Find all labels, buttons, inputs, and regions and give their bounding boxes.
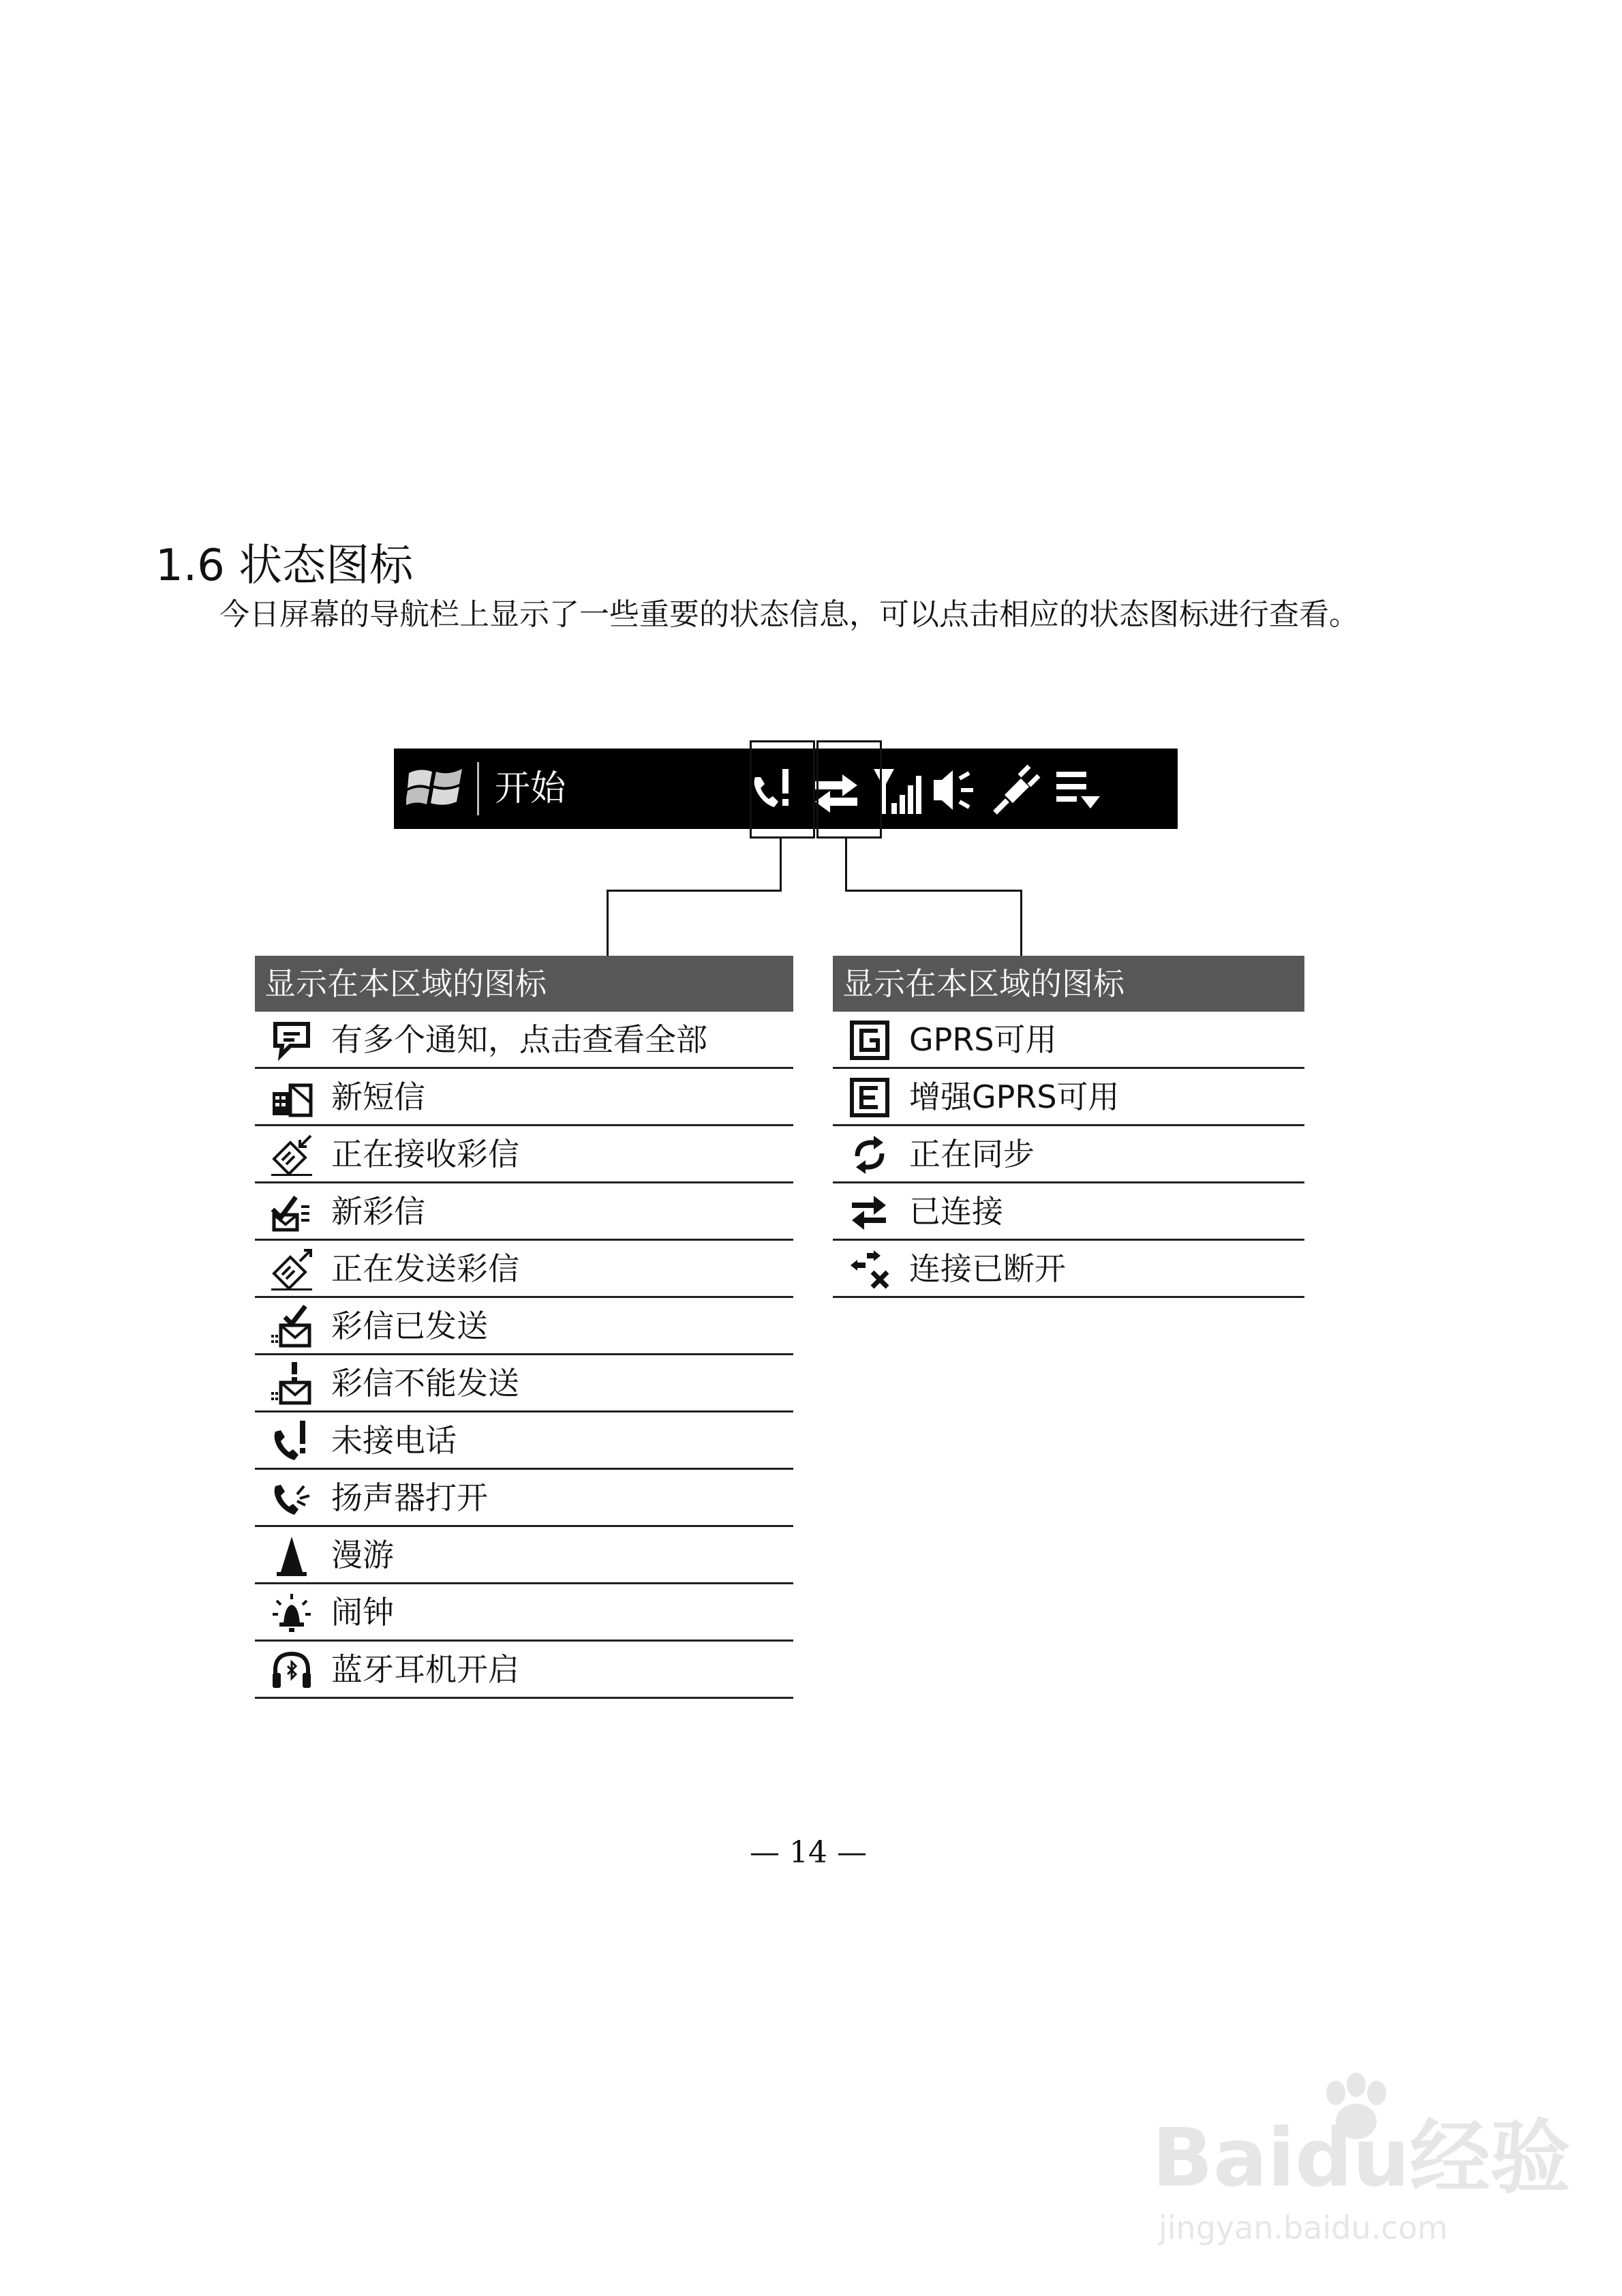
connector-line bbox=[845, 836, 847, 891]
disconnected-icon bbox=[848, 1248, 891, 1291]
table-row bbox=[255, 1183, 793, 1241]
row-label: 连接已断开 bbox=[909, 1250, 1066, 1287]
table-row bbox=[255, 1584, 793, 1642]
notification-icon bbox=[270, 1018, 313, 1062]
connector-line bbox=[607, 890, 609, 958]
table-row bbox=[833, 1126, 1304, 1183]
speaker-icon[interactable] bbox=[930, 764, 983, 817]
page-number: — 14 — bbox=[750, 1835, 867, 1870]
start-menu-label[interactable]: 开始 bbox=[495, 768, 566, 809]
table-row bbox=[833, 1012, 1304, 1069]
table-row bbox=[255, 1470, 793, 1527]
edge-icon bbox=[848, 1076, 891, 1119]
gprs-icon bbox=[848, 1018, 891, 1062]
table-row bbox=[255, 1012, 793, 1069]
table-row bbox=[255, 1298, 793, 1355]
table-row bbox=[833, 1241, 1304, 1298]
row-label: 已连接 bbox=[909, 1193, 1003, 1230]
new-sms-icon bbox=[270, 1076, 313, 1119]
table-row bbox=[255, 1126, 793, 1183]
row-label: 彩信已发送 bbox=[331, 1308, 488, 1344]
connector-line bbox=[845, 890, 1022, 892]
connector-line bbox=[607, 890, 782, 892]
table-row bbox=[833, 1183, 1304, 1241]
connector-line bbox=[1020, 890, 1022, 958]
right-icon-table bbox=[833, 956, 1304, 1298]
bluetooth-headset-icon bbox=[270, 1648, 313, 1692]
mms-sending-icon bbox=[270, 1248, 313, 1291]
right-table-header: 显示在本区域的图标 bbox=[833, 956, 1304, 1012]
row-label: 新短信 bbox=[331, 1078, 425, 1115]
table-row bbox=[255, 1241, 793, 1298]
row-label: 蓝牙耳机开启 bbox=[331, 1651, 519, 1688]
mms-failed-icon bbox=[270, 1362, 313, 1406]
row-label: 彩信不能发送 bbox=[331, 1365, 519, 1402]
left-table-header: 显示在本区域的图标 bbox=[255, 956, 793, 1012]
alarm-icon bbox=[270, 1591, 313, 1635]
row-label: 闹钟 bbox=[331, 1594, 394, 1631]
windows-logo-icon bbox=[406, 761, 465, 817]
power-plug-icon[interactable] bbox=[990, 764, 1043, 817]
left-icon-table bbox=[255, 956, 793, 1699]
sync-icon bbox=[848, 1133, 891, 1177]
row-label: 新彩信 bbox=[331, 1193, 425, 1230]
missed-call-icon bbox=[270, 1419, 313, 1463]
watermark-brand: Baidu经验 bbox=[1152, 2111, 1571, 2205]
mms-receiving-icon bbox=[270, 1133, 313, 1177]
table-row bbox=[255, 1413, 793, 1470]
speakerphone-icon bbox=[270, 1477, 313, 1520]
table-row bbox=[255, 1527, 793, 1584]
row-label: 扬声器打开 bbox=[331, 1479, 488, 1516]
navbar-divider bbox=[477, 762, 479, 815]
highlight-box-right bbox=[816, 740, 882, 839]
row-label: 增强GPRS可用 bbox=[909, 1078, 1120, 1115]
roaming-icon bbox=[270, 1534, 313, 1577]
row-label: 正在接收彩信 bbox=[331, 1136, 519, 1173]
connected-icon bbox=[848, 1190, 891, 1234]
section-intro: 今日屏幕的导航栏上显示了一些重要的状态信息，可以点击相应的状态图标进行查看。 bbox=[219, 597, 1359, 632]
mms-sent-icon bbox=[270, 1305, 313, 1348]
connector-line bbox=[780, 836, 782, 891]
row-label: 漫游 bbox=[331, 1537, 394, 1573]
table-row bbox=[833, 1069, 1304, 1126]
row-label: GPRS可用 bbox=[909, 1021, 1057, 1058]
table-row bbox=[255, 1355, 793, 1413]
row-label: 正在发送彩信 bbox=[331, 1250, 519, 1287]
menu-icon[interactable] bbox=[1052, 764, 1105, 817]
section-title: 1.6 状态图标 bbox=[155, 541, 414, 591]
watermark-url: jingyan.baidu.com bbox=[1159, 2209, 1448, 2246]
table-row bbox=[255, 1642, 793, 1699]
row-label: 正在同步 bbox=[909, 1136, 1035, 1173]
new-mms-icon bbox=[270, 1190, 313, 1234]
row-label: 有多个通知，点击查看全部 bbox=[331, 1021, 707, 1058]
row-label: 未接电话 bbox=[331, 1422, 457, 1459]
highlight-box-left bbox=[750, 740, 815, 839]
table-row bbox=[255, 1069, 793, 1126]
watermark bbox=[1152, 2072, 1571, 2250]
